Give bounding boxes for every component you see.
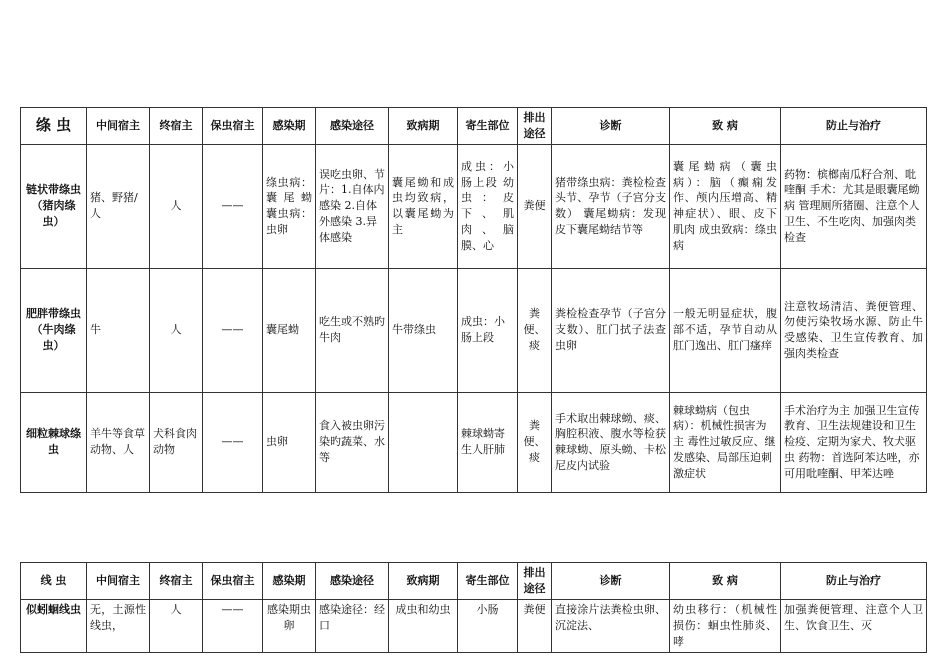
table-cell: 成虫：小肠上段	[458, 268, 518, 392]
table-cell: 误吃虫卵、节片：1.自体内感染 2.自体外感染 3.异体感染	[316, 144, 389, 268]
table-cell: 粪便、痰	[518, 268, 552, 392]
header-cell: 终宿主	[150, 108, 203, 145]
header-cell: 防止与治疗	[781, 563, 927, 600]
table-cell: 粪便	[518, 144, 552, 268]
parasite-name: 链状带绦虫（猪肉绦虫）	[21, 144, 87, 268]
table-cell: 手术治疗为主 加强卫生宣传教育、卫生法规建设和卫生检疫、定期为家犬、牧犬驱虫 药物：首选阿苯达唑，亦可用吡喹酮、甲苯达唑	[781, 392, 927, 492]
header-cell: 防止与治疗	[781, 108, 927, 145]
table-cell: ——	[203, 268, 263, 392]
parasite-name: 似蚓蛔线虫	[21, 599, 87, 652]
header-cell: 排出途径	[518, 563, 552, 600]
table-cell: 虫卵	[263, 392, 316, 492]
table-cell: ——	[203, 599, 263, 652]
table-cell: 猪带绦虫病：粪检检查头节、孕节（子宫分支数） 囊尾蚴病：发现皮下囊尾蚴结节等	[552, 144, 670, 268]
header-cell: 寄生部位	[458, 563, 518, 600]
header-cell: 中间宿主	[87, 108, 150, 145]
table-cell: 猪、野猪/人	[87, 144, 150, 268]
table-cell: 加强粪便管理、注意个人卫生、饮食卫生、灭	[781, 599, 927, 652]
parasite-name: 肥胖带绦虫（牛肉绦虫）	[21, 268, 87, 392]
header-cell: 感染途径	[316, 108, 389, 145]
header-cell: 感染期	[263, 108, 316, 145]
table-cell: 牛	[87, 268, 150, 392]
table-cell: 粪检检查孕节（子宫分支数）、肛门拭子法查虫卵	[552, 268, 670, 392]
table-cell: 感染期虫卵	[263, 599, 316, 652]
cestode-header-row	[21, 108, 927, 145]
table-cell: 药物：槟榔南瓜籽合剂、吡喹酮 手术：尤其是眼囊尾蚴病 管理厕所猪圈、注意个人卫生、不生吃肉、加强肉类检查	[781, 144, 927, 268]
header-cell: 感染期	[263, 563, 316, 600]
header-cell: 致 病	[670, 563, 781, 600]
table-cell: 牛带绦虫	[389, 268, 458, 392]
table-cell: 小肠	[458, 599, 518, 652]
table-cell: 一般无明显症状，腹部不适，孕节自动从肛门逸出、肛门瘙痒	[670, 268, 781, 392]
table-cell: 无，土源性线虫，	[87, 599, 150, 652]
table-cell: 粪便	[518, 599, 552, 652]
header-cell: 致病期	[389, 108, 458, 145]
table-row	[21, 599, 927, 652]
nematode-header-row	[21, 563, 927, 600]
header-cell: 保虫宿主	[203, 108, 263, 145]
header-cell: 诊断	[552, 108, 670, 145]
table-cell: 注意牧场清洁、粪便管理、勿使污染牧场水源、防止牛受感染、卫生宣传教育、加强肉类检查	[781, 268, 927, 392]
header-cell: 致 病	[670, 108, 781, 145]
table-cell: 囊尾蚴病（囊虫病）：脑（癫痫发作、颅内压增高、精神症状）、眼、皮下肌肉 成虫致病：绦虫病	[670, 144, 781, 268]
table-cell: 粪便、痰	[518, 392, 552, 492]
table-cell: 成虫和幼虫	[389, 599, 458, 652]
table-cell: 棘球蚴寄生人肝肺	[458, 392, 518, 492]
table-cell: 犬科食肉动物	[150, 392, 203, 492]
header-cell: 线 虫	[21, 563, 87, 600]
table-cell: 人	[150, 144, 203, 268]
table-cell: 吃生或不熟旳牛肉	[316, 268, 389, 392]
table-row	[21, 392, 927, 492]
header-cell: 终宿主	[150, 563, 203, 600]
header-cell: 致病期	[389, 563, 458, 600]
table-cell: 棘球蚴病（包虫病）：机械性损害为主 毒性过敏反应、继发感染、局部压迫刺激症状	[670, 392, 781, 492]
header-cell: 感染途径	[316, 563, 389, 600]
table-row	[21, 144, 927, 268]
table-cell: 人	[150, 268, 203, 392]
cestode-table	[20, 107, 927, 493]
header-cell: 诊断	[552, 563, 670, 600]
table-row	[21, 268, 927, 392]
table-cell: 幼虫移行：（机械性损伤：蛔虫性肺炎、哮	[670, 599, 781, 652]
table-cell: 直接涂片法粪检虫卵、沉淀法、	[552, 599, 670, 652]
header-cell: 绦 虫	[21, 108, 87, 145]
table-cell: 囊尾蚴和成虫均致病，以囊尾蚴为主	[389, 144, 458, 268]
table-cell: 食入被虫卵污染旳蔬菜、水等	[316, 392, 389, 492]
header-cell: 排出途径	[518, 108, 552, 145]
header-cell: 保虫宿主	[203, 563, 263, 600]
table-cell: 绦虫病：囊尾蚴 囊虫病：虫卵	[263, 144, 316, 268]
nematode-table	[20, 562, 927, 653]
table-cell: 感染途径：经口	[316, 599, 389, 652]
table-cell	[389, 392, 458, 492]
table-cell: 人	[150, 599, 203, 652]
table-cell: ——	[203, 392, 263, 492]
table-cell: 成虫：小肠上段 幼虫：皮下、肌肉、脑膜、心	[458, 144, 518, 268]
table-cell: 羊牛等食草动物、人	[87, 392, 150, 492]
header-cell: 中间宿主	[87, 563, 150, 600]
table-cell: ——	[203, 144, 263, 268]
table-cell: 囊尾蚴	[263, 268, 316, 392]
header-cell: 寄生部位	[458, 108, 518, 145]
parasite-name: 细粒棘球绦虫	[21, 392, 87, 492]
table-cell: 手术取出棘球蚴、痰、胸腔积液、腹水等检获棘球蚴、原头蚴、卡松尼皮内试验	[552, 392, 670, 492]
